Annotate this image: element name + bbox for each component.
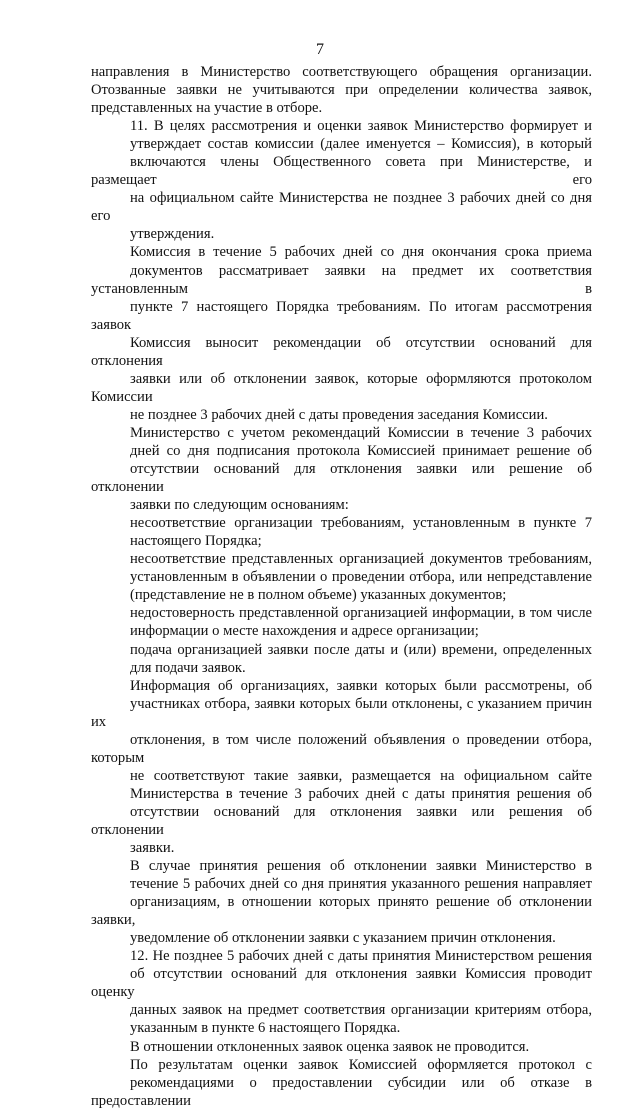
- text-line: Информация об организациях, заявки которых были рассмотрены, об: [130, 677, 592, 694]
- text-line: настоящего Порядка;: [130, 533, 262, 550]
- text-line: включаются члены Общественного совета при Министерстве, и размещает его: [91, 154, 592, 189]
- paragraph: [91, 857, 592, 947]
- text-line: установленным в объявлении о проведении отбора, или непредставление: [130, 569, 592, 586]
- text-line: заявки по следующим основаниям:: [130, 497, 349, 514]
- text-line: не позднее 3 рабочих дней с даты проведения заседания Комиссии.: [130, 406, 548, 423]
- paragraph: [91, 117, 592, 243]
- paragraph: [91, 604, 592, 640]
- text-line: утверждает состав комиссии (далее именуется – Комиссия), в который: [130, 136, 592, 153]
- text-line: несоответствие организации требованиям, установленным в пункте 7: [130, 515, 592, 532]
- text-line: утверждения.: [130, 226, 215, 243]
- text-line: для подачи заявок.: [130, 659, 246, 676]
- text-line: Министерство с учетом рекомендаций Комиссии в течение 3 рабочих: [130, 424, 592, 441]
- text-line: отсутствии оснований для отклонения заявки или решение об отклонении: [91, 461, 592, 496]
- document-body: [91, 63, 592, 1110]
- text-line: Комиссия в течение 5 рабочих дней со дня окончания срока приема: [130, 244, 592, 261]
- paragraph: [91, 947, 592, 1037]
- text-line: течение 5 рабочих дней со дня принятия указанного решения направляет: [130, 876, 592, 893]
- text-line: на официальном сайте Министерства не позднее 3 рабочих дней со дня его: [91, 190, 592, 225]
- paragraph: [91, 641, 592, 677]
- text-line: участниках отбора, заявки которых были отклонены, с указанием причин их: [91, 695, 592, 730]
- text-line: не соответствуют такие заявки, размещается на официальном сайте: [130, 767, 592, 784]
- text-line: отсутствии оснований для отклонения заявки или решения об отклонении: [91, 803, 592, 838]
- text-line: указанным в пункте 6 настоящего Порядка.: [130, 1020, 401, 1037]
- text-line: подача организацией заявки после даты и (или) времени, определенных: [130, 641, 592, 658]
- text-line: 11. В целях рассмотрения и оценки заявок Министерство формирует и: [130, 118, 592, 135]
- text-line: Комиссия выносит рекомендации об отсутствии оснований для отклонения: [91, 334, 592, 369]
- text-line: направления в Министерство соответствующего обращения организации.: [91, 64, 592, 80]
- paragraph: [91, 677, 592, 857]
- paragraph: [91, 1038, 592, 1056]
- text-line: рекомендациями о предоставлении субсидии или об отказе в предоставлении: [91, 1074, 592, 1109]
- paragraph: [91, 514, 592, 550]
- text-line: несоответствие представленных организацией документов требованиям,: [130, 551, 592, 568]
- text-line: В случае принятия решения об отклонении заявки Министерство в: [130, 858, 592, 875]
- text-line: данных заявок на предмет соответствия организации критериям отбора,: [130, 1002, 592, 1019]
- paragraph: [91, 550, 592, 604]
- text-line: информации о месте нахождения и адресе организации;: [130, 623, 479, 640]
- text-line: 12. Не позднее 5 рабочих дней с даты принятия Министерством решения: [130, 948, 592, 965]
- text-line: об отсутствии оснований для отклонения заявки Комиссия проводит оценку: [91, 966, 592, 1001]
- text-line: заявки или об отклонении заявок, которые оформляются протоколом Комиссии: [91, 370, 592, 405]
- text-line: Министерства в течение 3 рабочих дней с даты принятия решения об: [130, 785, 592, 802]
- paragraph: [91, 1056, 592, 1110]
- text-line: документов рассматривает заявки на предмет их соответствия установленным в: [91, 262, 592, 297]
- text-line: заявки.: [130, 840, 175, 857]
- text-line: (представление не в полном объеме) указанных документов;: [130, 587, 507, 604]
- text-line: представленных на участие в отборе.: [91, 100, 323, 117]
- text-line: уведомление об отклонении заявки с указанием причин отклонения.: [130, 930, 556, 947]
- text-line: По результатам оценки заявок Комиссией оформляется протокол с: [130, 1056, 592, 1073]
- paragraph: [91, 424, 592, 514]
- text-line: недостоверность представленной организацией информации, в том числе: [130, 605, 592, 622]
- text-line: отклонения, в том числе положений объявления о проведении отбора, которым: [91, 731, 592, 766]
- text-line: пункте 7 настоящего Порядка требованиям. По итогам рассмотрения заявок: [91, 298, 592, 333]
- text-line: дней со дня подписания протокола Комиссией принимает решение об: [130, 442, 592, 459]
- text-line: Отозванные заявки не учитываются при определении количества заявок,: [91, 82, 592, 99]
- paragraph: [91, 63, 592, 117]
- text-line: организациям, в отношении которых принято решение об отклонении заявки,: [91, 894, 592, 929]
- text-line: В отношении отклоненных заявок оценка заявок не проводится.: [130, 1038, 530, 1055]
- paragraph: [91, 243, 592, 423]
- page-number: 7: [316, 41, 324, 58]
